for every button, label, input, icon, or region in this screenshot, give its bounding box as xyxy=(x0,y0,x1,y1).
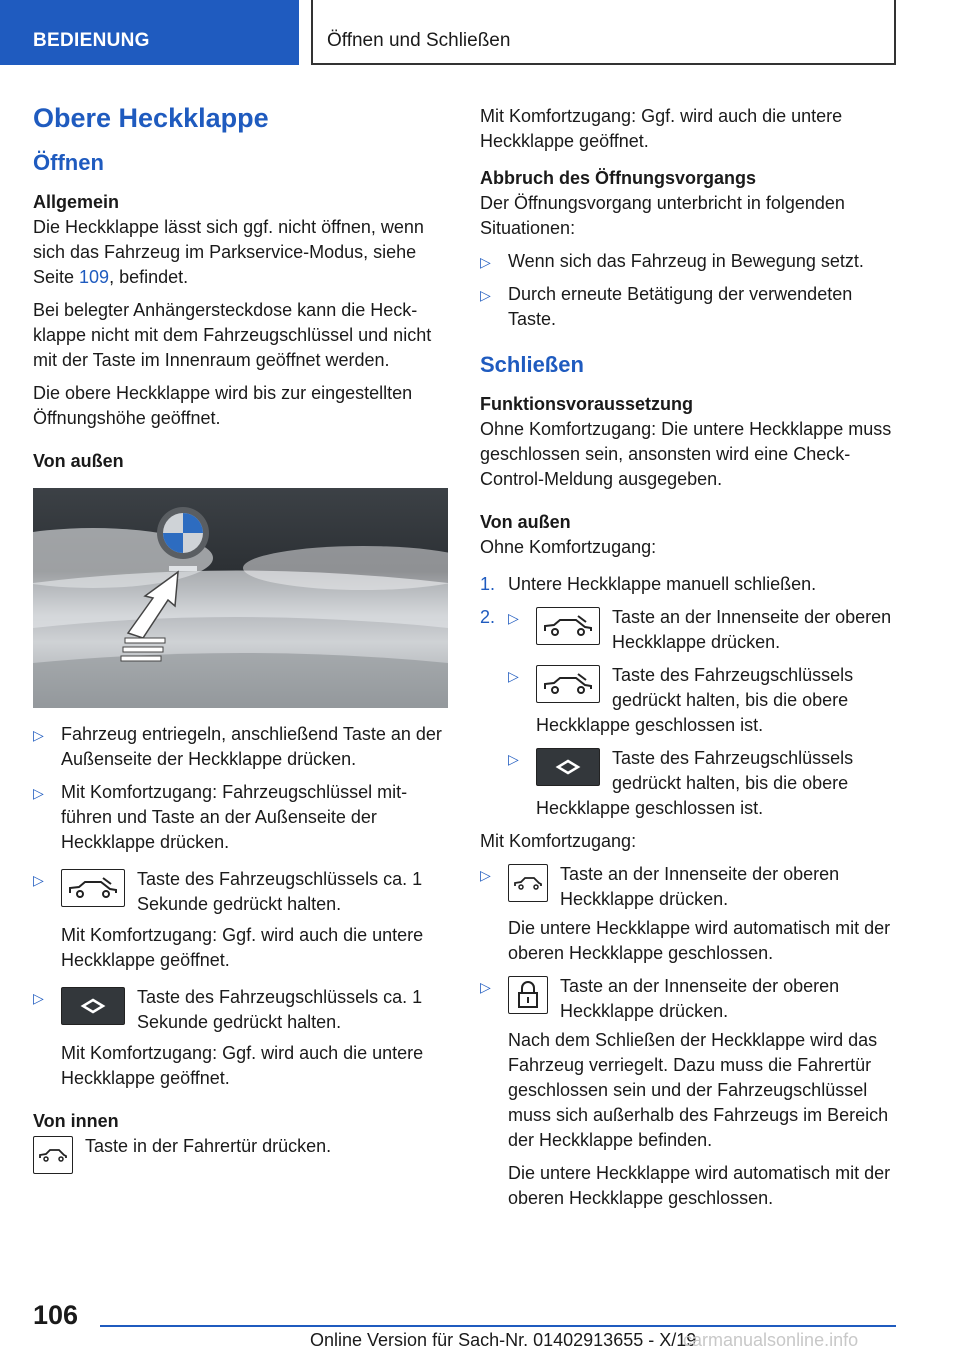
step-2: 2. ▷ Taste an der Innenseite der oberen Heckklappe drücken. ▷ Taste des Fahrzeugschlüssels gedrückt halten, bis die obere Heckklappe geschlossen ist. ▷ Taste des Fahrzeugschlüssels gedrückt halten, bis die obere Heckklappe geschlossen ist. xyxy=(480,605,895,821)
triangle-bullet-icon: ▷ xyxy=(33,872,44,888)
right-column xyxy=(480,104,895,1219)
car-lock-icon xyxy=(508,864,548,902)
car-lock-icon xyxy=(33,1136,73,1174)
triangle-bullet-icon: ▷ xyxy=(480,979,491,995)
triangle-bullet-icon: ▷ xyxy=(508,751,519,767)
list-item: ▷ Taste an der Innenseite der oberen Heckklappe drücken. Die untere Heckklappe wird automatisch mit der oberen Heckklappe geschlossen. xyxy=(480,864,891,963)
watermark: carmanualsonline.info xyxy=(683,1330,859,1350)
list-item: ▷ Taste an der Innenseite der oberen Heckklappe drücken. xyxy=(508,607,892,652)
tailgate-icon xyxy=(536,665,600,703)
triangle-bullet-icon: ▷ xyxy=(33,727,44,743)
label-mit-komfort: Mit Komfortzugang: xyxy=(480,831,637,851)
paragraph-abbruch: Der Öffnungsvorgang unterbricht in folgenden Situationen: xyxy=(480,193,845,238)
tailgate-photo xyxy=(33,488,448,708)
page-number: 106 xyxy=(33,1300,79,1330)
triangle-bullet-icon: ▷ xyxy=(508,610,519,626)
paragraph-anhaenger: Bei belegter Anhängersteckdose kann die Heckklappe nicht mit dem Fahrzeugschlüssel und nicht mit der Taste im Innenraum geöffnet werden. xyxy=(33,300,432,370)
list-item: ▷ Fahrzeug entriegeln, anschließend Taste an der Außenseite der Heckklappe drücken. xyxy=(33,724,442,769)
list-item: ▷ Wenn sich das Fahrzeug in Bewegung setzt. xyxy=(480,249,895,274)
header-chapter: Öffnen und Schließen xyxy=(311,0,896,65)
paragraph-parkservice: Die Heckklappe lässt sich ggf. nicht öffnen, wenn sich das Fahrzeug im Parkservice-Modus, siehe Seite 109, befindet. xyxy=(33,217,424,287)
header-section: BEDIENUNG xyxy=(0,0,299,65)
triangle-bullet-icon: ▷ xyxy=(480,867,491,883)
list-item: ▷ Mit Komfortzugang: Fahrzeugschlüssel mitführen und Taste an der Außenseite der Heckklappe drücken. xyxy=(33,782,408,852)
triangle-bullet-icon: ▷ xyxy=(33,990,44,1006)
paragraph-funktion: Ohne Komfortzugang: Die untere Heckklappe muss geschlossen sein, ansonsten wird eine Check-Control-Meldung ausgegeben. xyxy=(480,419,892,489)
list-item: ▷ Taste des Fahrzeugschlüssels ca. 1 Sekunde gedrückt halten. Mit Komfortzugang: Ggf. wird auch die untere Heckklappe geöffnet. xyxy=(33,987,424,1088)
paragraph-komfort: Mit Komfortzugang: Ggf. wird auch die untere Heckklappe geöffnet. xyxy=(480,106,843,151)
list-item: ▷ Taste des Fahrzeugschlüssels ca. 1 Sekunde gedrückt halten. Mit Komfortzugang: Ggf. wird auch die untere Heckklappe geöffnet. xyxy=(33,869,424,970)
step-1: 1. Untere Heckklappe manuell schließen. xyxy=(480,574,817,594)
inside-item: Taste in der Fahrertür drücken. xyxy=(33,1134,448,1178)
lock-icon xyxy=(508,976,548,1014)
list-item: ▷ Taste an der Innenseite der oberen Heckklappe drücken. Nach dem Schließen der Heckklappe wird das Fahrzeug verriegelt. Dazu muss die Fahrertür geschlossen sein und der Fahrzeugschlüssel muss sich außerhalb des Fahrzeugs im Bereich der Heckklappe befinden. Die untere Heckklappe wird automatisch mit der oberen Heckklappe geschlossen. xyxy=(480,976,891,1208)
heading-abbruch: Abbruch des Öffnungsvorgangs xyxy=(480,168,757,188)
tailgate-icon xyxy=(61,869,125,907)
left-column xyxy=(33,100,448,1178)
footer-divider xyxy=(100,1325,896,1327)
list-item: ▷ Taste des Fahrzeugschlüssels gedrückt halten, bis die obere Heckklappe geschlossen ist. xyxy=(508,748,854,818)
heading-von-aussen-2: Von außen xyxy=(480,512,571,532)
diamond-key-icon xyxy=(61,987,125,1025)
list-item: ▷ Durch erneute Betätigung der verwendeten Taste. xyxy=(480,284,853,329)
tailgate-icon xyxy=(536,607,600,645)
paragraph-oeffnungshoehe: Die obere Heckklappe wird bis zur eingestellten Öffnungshöhe geöffnet. xyxy=(33,383,413,428)
heading-funktionsvoraussetzung: Funktionsvoraussetzung xyxy=(480,394,694,414)
heading-von-innen: Von innen xyxy=(33,1111,119,1131)
heading-oeffnen: Öffnen xyxy=(33,150,104,175)
heading-von-aussen: Von außen xyxy=(33,451,124,471)
page-link-109[interactable]: 109 xyxy=(79,267,110,287)
diamond-key-icon xyxy=(536,748,600,786)
footer-online-version: Online Version für Sach-Nr. 01402913655 - X/19 xyxy=(310,1330,697,1350)
triangle-bullet-icon: ▷ xyxy=(508,668,519,684)
list-item: ▷ Taste des Fahrzeugschlüssels gedrückt halten, bis die obere Heckklappe geschlossen ist. xyxy=(508,665,854,735)
triangle-bullet-icon: ▷ xyxy=(33,785,44,801)
triangle-bullet-icon: ▷ xyxy=(480,254,491,270)
heading-schliessen: Schließen xyxy=(480,352,584,377)
triangle-bullet-icon: ▷ xyxy=(480,287,491,303)
label-ohne-komfort: Ohne Komfortzugang: xyxy=(480,537,657,557)
heading-allgemein: Allgemein xyxy=(33,192,120,212)
page-title: Obere Heckklappe xyxy=(33,103,269,133)
